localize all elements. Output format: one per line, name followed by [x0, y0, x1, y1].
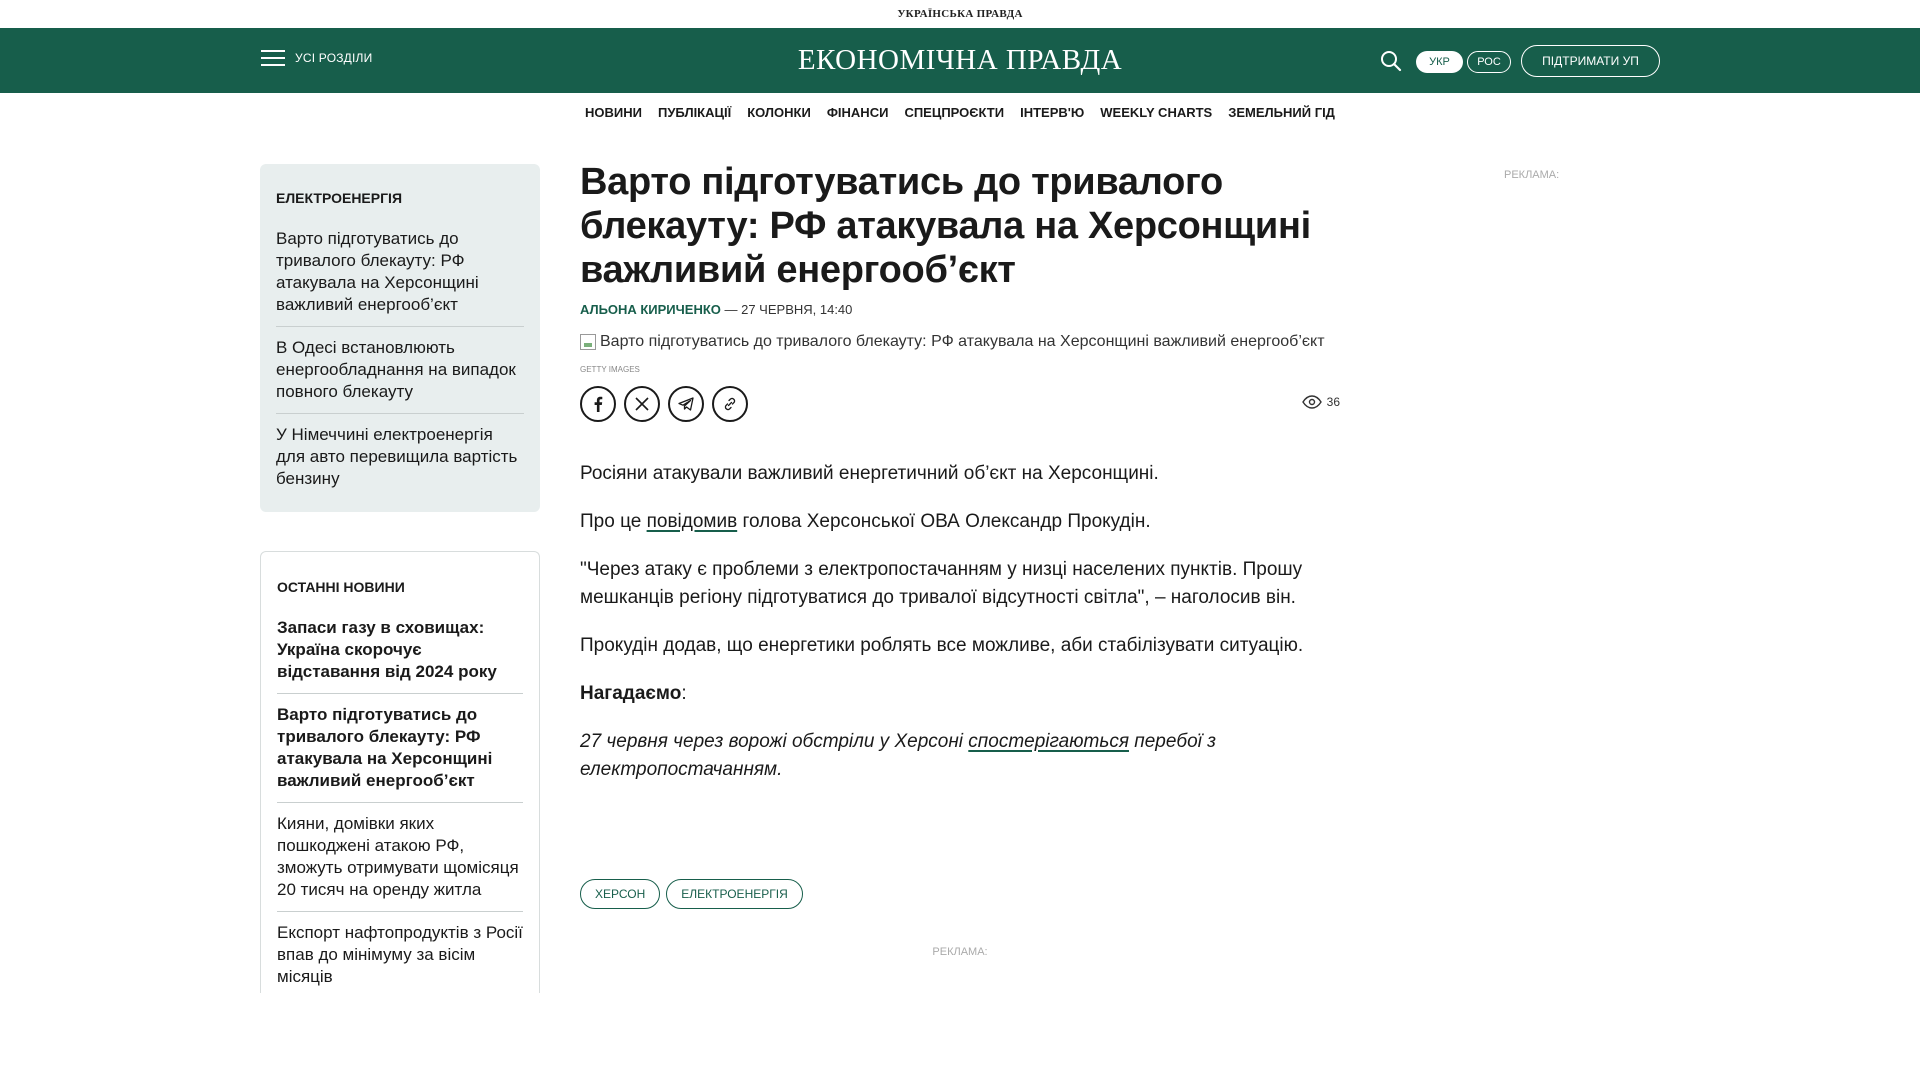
- topic-sidebar: [260, 164, 540, 512]
- paragraph-text: перебої з електропостачанням.: [580, 731, 1217, 780]
- share-bar: [580, 386, 1340, 422]
- author-link[interactable]: АЛЬОНА КИРИЧЕНКО: [580, 302, 721, 317]
- nav-item-news[interactable]: НОВИНИ: [585, 105, 642, 120]
- reminder-heading: [580, 680, 1340, 708]
- eye-icon: [1302, 395, 1322, 409]
- paragraph: Росіяни атакували важливий енергетичний об’єкт на Херсонщині.: [580, 463, 1159, 484]
- article: [580, 160, 1340, 804]
- paragraph-text: 27 червня через ворожі обстріли у Херсоні: [580, 731, 969, 752]
- related-link[interactable]: спостерігаються: [968, 731, 1129, 752]
- paragraph-text: голова Херсонської ОВА Олександр Прокудін.: [737, 511, 1151, 532]
- topic-list-item[interactable]: В Одесі встановлюють енергообладнання на випадок повного блекауту: [276, 327, 524, 414]
- tag-kherson[interactable]: ХЕРСОН: [580, 879, 660, 909]
- support-button[interactable]: ПІДТРИМАТИ УП: [1521, 45, 1660, 77]
- reminder-label: Нагадаємо: [580, 683, 682, 704]
- broken-image-icon: [580, 334, 596, 350]
- article-image: [580, 333, 1340, 351]
- ad-label-right: РЕКЛАМА:: [1504, 169, 1560, 181]
- paragraph: Прокудін додав, що енергетики роблять все можливе, аби стабілізувати ситуацію.: [580, 635, 1304, 656]
- nav-item-publications[interactable]: ПУБЛІКАЦІЇ: [658, 105, 732, 120]
- nav-item-special-projects[interactable]: СПЕЦПРОЄКТИ: [904, 105, 1005, 120]
- latest-news-item[interactable]: Варто підготуватись до тривалого блекауту: РФ атакувала на Херсонщині важливий енергооб’єкт: [277, 694, 523, 803]
- x-icon[interactable]: [624, 386, 660, 422]
- search-icon[interactable]: [1380, 50, 1402, 72]
- link-icon[interactable]: [712, 386, 748, 422]
- lang-ukr-button[interactable]: УКР: [1416, 51, 1463, 73]
- views-counter: [1302, 395, 1340, 409]
- reminder-paragraph: [580, 728, 1340, 784]
- topic-heading[interactable]: ЕЛЕКТРОЕНЕРГІЯ: [276, 190, 402, 206]
- paragraph: [580, 508, 1340, 536]
- latest-news-item[interactable]: Експорт нафтопродуктів з Росії впав до мінімуму за вісім місяців: [277, 912, 523, 993]
- site-header: [0, 28, 1920, 93]
- latest-news-item[interactable]: Кияни, домівки яких пошкоджені атакою РФ, зможуть отримувати щомісяця 20 тисяч на оренду житла: [277, 803, 523, 912]
- publish-date: 27 ЧЕРВНЯ, 14:40: [741, 302, 853, 317]
- views-count: 36: [1326, 395, 1340, 409]
- nav-item-land-guide[interactable]: ЗЕМЕЛЬНИЙ ГІД: [1228, 105, 1335, 120]
- article-meta: [580, 302, 1340, 317]
- tag-electricity[interactable]: ЕЛЕКТРОЕНЕРГІЯ: [666, 879, 802, 909]
- article-body: [580, 460, 1340, 784]
- ad-label-bottom: РЕКЛАМА:: [932, 946, 988, 958]
- main-nav: [0, 100, 1920, 126]
- site-logo[interactable]: ЕКОНОМІЧНА ПРАВДА: [797, 44, 1123, 76]
- meta-separator: —: [720, 302, 742, 317]
- nav-item-interview[interactable]: ІНТЕРВ'Ю: [1020, 105, 1085, 120]
- lang-ros-button[interactable]: РОС: [1467, 51, 1511, 73]
- article-title: Варто підготуватись до тривалого блекауту: РФ атакувала на Херсонщині важливий енергооб’єкт: [580, 161, 1311, 291]
- latest-news-item[interactable]: Запаси газу в сховищах: Україна скорочує відставання від 2024 року: [277, 607, 523, 694]
- top-strip: [0, 0, 1920, 28]
- nav-item-weekly-charts[interactable]: WEEKLY CHARTS: [1100, 105, 1213, 120]
- latest-news-heading: ОСТАННІ НОВИНИ: [277, 579, 405, 595]
- up-brand-link[interactable]: УКРАЇНСЬКА ПРАВДА: [897, 8, 1023, 20]
- reminder-colon: :: [681, 683, 687, 704]
- paragraph-text: Про це: [580, 511, 647, 532]
- latest-news-sidebar: [260, 551, 540, 993]
- all-sections-label: УСІ РОЗДІЛИ: [295, 51, 373, 65]
- tag-list: [580, 879, 803, 909]
- image-alt-text: Варто підготуватись до тривалого блекауту: РФ атакувала на Херсонщині важливий енергооб’єкт: [600, 333, 1325, 350]
- quote-paragraph: "Через атаку є проблеми з електропостачанням у низці населених пунктів. Прошу мешканців регіону підготуватися до тривалої відсутності світла", – наголосив він.: [580, 559, 1303, 608]
- topic-list-item[interactable]: Варто підготуватись до тривалого блекауту: РФ атакувала на Херсонщині важливий енергооб’єкт: [276, 218, 524, 327]
- facebook-icon[interactable]: [580, 386, 616, 422]
- source-link[interactable]: повідомив: [646, 511, 738, 532]
- nav-item-columns[interactable]: КОЛОНКИ: [747, 105, 811, 120]
- telegram-icon[interactable]: [668, 386, 704, 422]
- topic-list-item[interactable]: У Німеччині електроенергія для авто перевищила вартість бензину: [276, 425, 518, 488]
- image-credit: GETTY IMAGES: [580, 365, 640, 374]
- nav-item-finance[interactable]: ФІНАНСИ: [826, 105, 889, 120]
